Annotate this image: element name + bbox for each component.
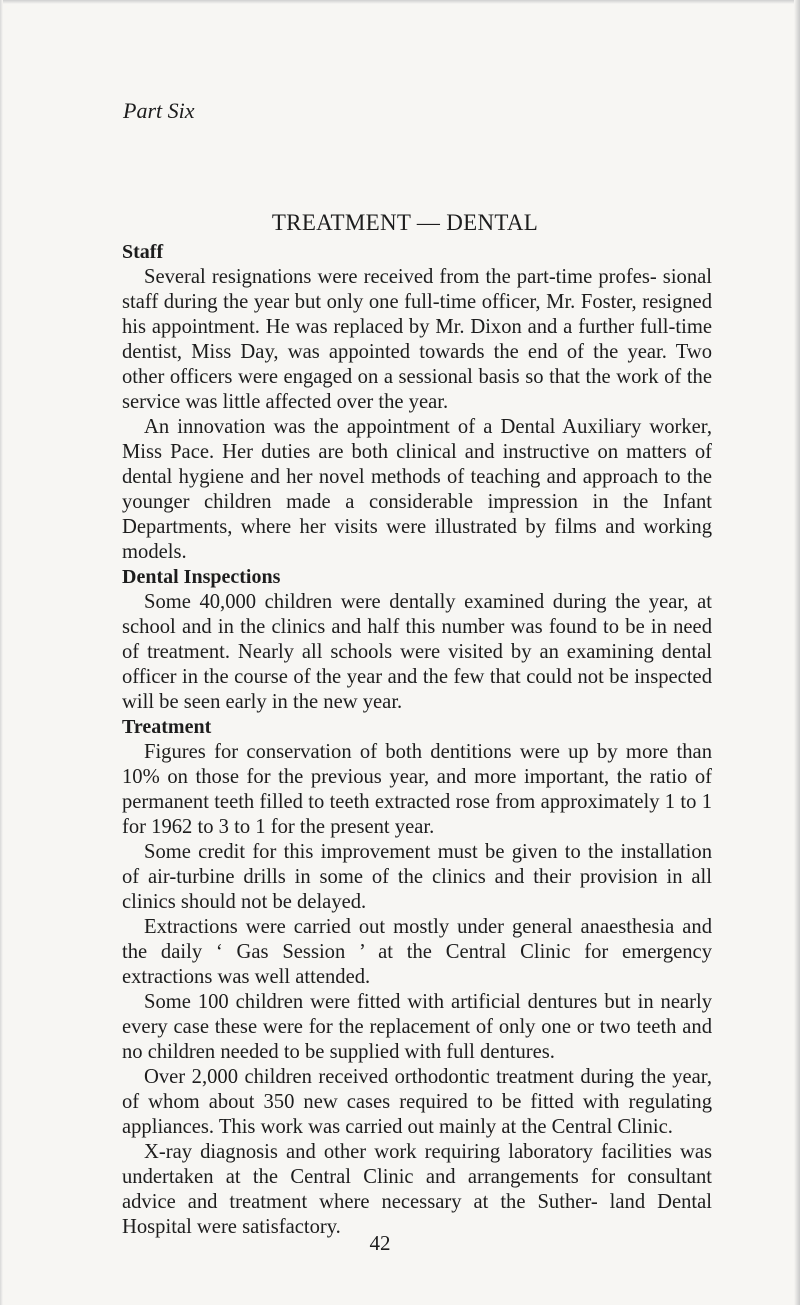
- page-heading: TREATMENT — DENTAL: [271, 210, 539, 235]
- paragraph: Several resignations were received from the part-time profes- sional staff during the year but only one full-time officer, Mr. Foster, resigned his appointment. He was replaced by Mr. Dixon and a further full-time dentist, Miss Day, was appointed towards the end of the year. Two other officers were engaged on a sessional basis so that the work of the service was little affected over the year.: [122, 266, 712, 413]
- paragraph: Some credit for this improvement must be given to the installation of air-turbine drills in some of the clinics and their provision in all clinics should not be delayed.: [122, 841, 712, 913]
- paragraph: Over 2,000 children received orthodontic treatment during the year, of whom about 350 new cases required to be fitted with regulating appliances. This work was carried out mainly at the Central Clinic.: [122, 1066, 712, 1138]
- paragraph: Some 100 children were fitted with artificial dentures but in nearly every case these were for the replacement of only one or two teeth and no children needed to be supplied with full dentures.: [122, 991, 712, 1063]
- page-edge-right: [794, 0, 800, 1305]
- page-edge-left: [0, 0, 3, 1305]
- page-edge-top: [0, 0, 800, 4]
- section-title-dental-inspections: Dental Inspections: [122, 566, 281, 588]
- part-title: Part Six: [123, 98, 195, 123]
- paragraph: Extractions were carried out mostly under general anaesthesia and the daily ‘ Gas Session ’ at the Central Clinic for emergency extractions was well attended.: [122, 916, 712, 988]
- paragraph: An innovation was the appointment of a Dental Auxiliary worker, Miss Pace. Her duties are both clinical and instructive on matters of dental hygiene and her novel methods of teaching and approach to the younger children made a considerable impression in the Infant Departments, where her visits were illustrated by films and working models.: [122, 416, 712, 563]
- paragraph: X-ray diagnosis and other work requiring laboratory facilities was undertaken at the Central Clinic and arrangements for consultant advice and treatment where necessary at the Suther- land Dental Hospital were satisfactory.: [122, 1141, 712, 1238]
- section-title-staff: Staff: [122, 241, 164, 263]
- paragraph: Some 40,000 children were dentally examined during the year, at school and in the clinics and half this number was found to be in need of treatment. Nearly all schools were visited by an examining dental officer in the course of the year and the few that could not be inspected will be seen early in the new year.: [122, 591, 712, 713]
- section-title-treatment: Treatment: [122, 716, 212, 738]
- paragraph: Figures for conservation of both dentitions were up by more than 10% on those for the previous year, and more important, the ratio of permanent teeth filled to teeth extracted rose from approximately 1 to 1 for 1962 to 3 to 1 for the present year.: [122, 741, 712, 838]
- page-number: 42: [369, 1231, 391, 1255]
- document-body: [122, 210, 712, 1240]
